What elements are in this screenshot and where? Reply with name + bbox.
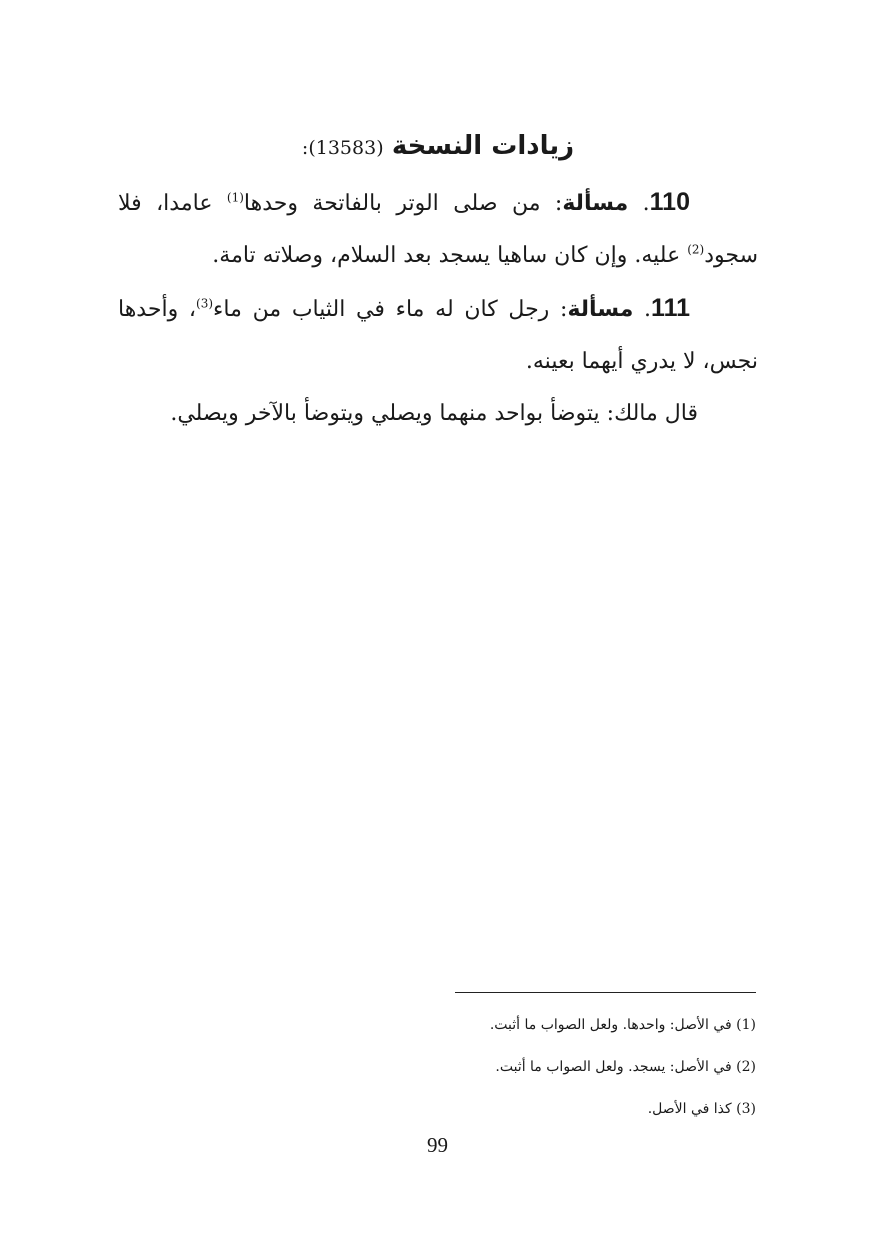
page-number: 99 [427, 1133, 448, 1157]
footnote-ref: (2) [687, 242, 705, 257]
entry-colon: : [554, 191, 563, 216]
footnote-2: (2) في الأصل: يسجد. ولعل الصواب ما أثبت. [495, 1059, 756, 1075]
section-heading [118, 118, 758, 176]
footnotes [430, 1004, 756, 1130]
entry-text: رجل كان له ماء في الثياب من ماء [213, 297, 561, 322]
footnote-ref: (3) [196, 296, 214, 311]
section-title: زيادات النسخة [391, 131, 575, 161]
entry-111 [118, 282, 758, 388]
footnote-ref: (1) [226, 190, 244, 205]
entry-label: مسألة [567, 297, 634, 322]
footnote-3: (3) كذا في الأصل. [647, 1101, 756, 1117]
section-ref: (13583): [301, 137, 384, 159]
entry-110 [118, 176, 758, 282]
entry-text: من صلى الوتر بالفاتحة وحدها [243, 191, 555, 216]
footnote-1: (1) في الأصل: واحدها. ولعل الصواب ما أثبت. [489, 1017, 756, 1033]
main-text [118, 118, 758, 440]
entry-text: عليه. وإن كان ساهيا يسجد بعد السلام، وصلاته تامة. [212, 243, 688, 268]
malik-quote: قال مالك: يتوضأ بواحد منهما ويصلي ويتوضأ بالآخر ويصلي. [170, 401, 698, 426]
entry-label: مسألة [562, 191, 629, 216]
entry-dot: . [642, 191, 650, 216]
entry-text: ، وأحدها نجس، لا يدري أيهما بعينه. [118, 297, 758, 374]
entry-number: 111 [651, 294, 690, 322]
footnote-divider [455, 992, 756, 993]
entry-number: 110 [649, 188, 690, 216]
entry-dot: . [644, 297, 652, 322]
entry-text: عامدا، فلا سجود [118, 191, 758, 268]
entry-colon: : [560, 297, 568, 322]
